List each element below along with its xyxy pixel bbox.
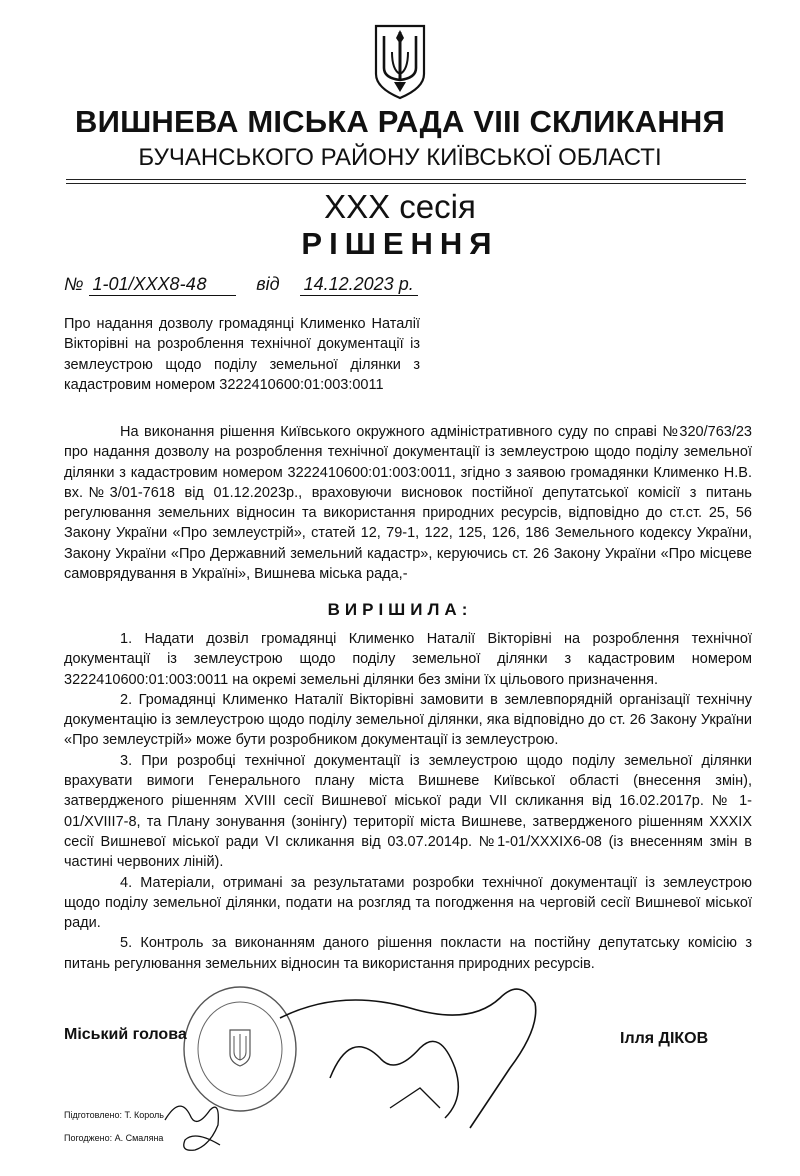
agreed-by: Погоджено: А. Смаляна	[64, 1133, 164, 1143]
council-title: ВИШНЕВА МІСЬКА РАДА VIII СКЛИКАННЯ	[75, 104, 725, 139]
header-divider	[66, 179, 746, 180]
decision-number-handwritten: 48	[185, 275, 208, 295]
signature-position: Міський голова	[64, 1026, 187, 1043]
decision-subject: Про надання дозволу громадянці Клименко Наталії Вікторівні на розроблення технічної документації із землеустрою щодо поділу земельної ділянки з кадастровим номером 3222410600:01:003:0011	[64, 316, 420, 393]
mayor-signature	[270, 958, 570, 1148]
decision-item: 5. Контроль за виконанням даного рішення покласти на постійну депутатську комісію з питань регулювання земельних відносин та використання природних ресурсів.	[64, 935, 752, 972]
date-prefix: від	[256, 274, 280, 294]
decision-number-printed: 1-01/XXX8-	[92, 274, 186, 294]
header-divider-thin	[66, 183, 746, 184]
document-type: РІШЕННЯ	[301, 226, 499, 261]
trident-emblem-icon	[372, 22, 428, 100]
mayor-name: Ілля ДІКОВ	[620, 1030, 709, 1047]
decision-number-line	[64, 274, 418, 296]
preamble-paragraph: На виконання рішення Київського окружного адміністративного суду по справі №320/763/23 про надання дозволу на розроблення технічної документації із землеустрою щодо поділу земельної ділянки з кадастровим номером 3222410600:01:003:0011, згідно з заявою громадянки Клименко Н.В. вх.№3/01-7618 від 01.12.2023р., враховуючи висновок постійної депутатської комісії з питань регулювання земельних відносин та використання природних ресурсів, відповідно до ст.ст. 25, 56 Закону України «Про землеустрій», статей 12, 79-1, 122, 125, 126, 186 Земельного кодексу України, Закону України «Про Державний земельний кадастр», керуючись ст. 26 Закону України «Про місцеве самоврядування в Україні», Вишнева міська рада,-	[64, 424, 752, 583]
decision-item: 3. При розробці технічної документації із землеустрою щодо поділу земельної ділянки врахувати вимоги Генерального плану міста Вишневе Київської області (внесення змін), затвердженого рішенням XVIII сесії Вишневої міської ради VII скликання від 16.02.2017р. № 1-01/XVIII7-8, та Плану зонування (зонінгу) території міста Вишневе, затвердженого рішенням XXXIX сесії Вишневої міської ради VI скликання від 03.07.2014р. №1-01/XXXIX6-08 (із внесенням змін в частині червоних ліній).	[64, 752, 752, 871]
decision-items	[64, 629, 752, 974]
council-subtitle: БУЧАНСЬКОГО РАЙОНУ КИЇВСЬКОЇ ОБЛАСТІ	[138, 144, 662, 171]
decision-date: 14.12.2023 р.	[300, 274, 418, 296]
decision-item: 1. Надати дозвіл громадянці Клименко Наталії Вікторівні на розроблення технічної документації із землеустрою щодо поділу земельної ділянки з кадастровим номером 3222410600:01:003:0011 на окремі земельні ділянки без зміни їх цільового призначення.	[64, 631, 752, 688]
decision-item: 4. Матеріали, отримані за результатами розробки технічної документації із землеустрою щодо поділу земельної ділянки, подати на розгляд та погодження на черговій сесії Вишневої міської ради.	[64, 874, 752, 932]
number-prefix: №	[64, 274, 84, 294]
prepared-by: Підготовлено: Т. Король	[64, 1110, 164, 1120]
session-title: XXX сесія	[324, 188, 476, 225]
decision-number	[89, 274, 237, 296]
decided-heading: ВИРІШИЛА:	[327, 600, 473, 619]
decision-item: 2. Громадянці Клименко Наталії Вікторівні замовити в землевпорядній організації технічну документацію із землеустрою щодо поділу земельної ділянки, яка відповідно до ст. 26 Закону України «Про землеустрій» може бути розробником документації із землеустрою.	[64, 691, 752, 749]
prepared-signature	[160, 1090, 230, 1160]
